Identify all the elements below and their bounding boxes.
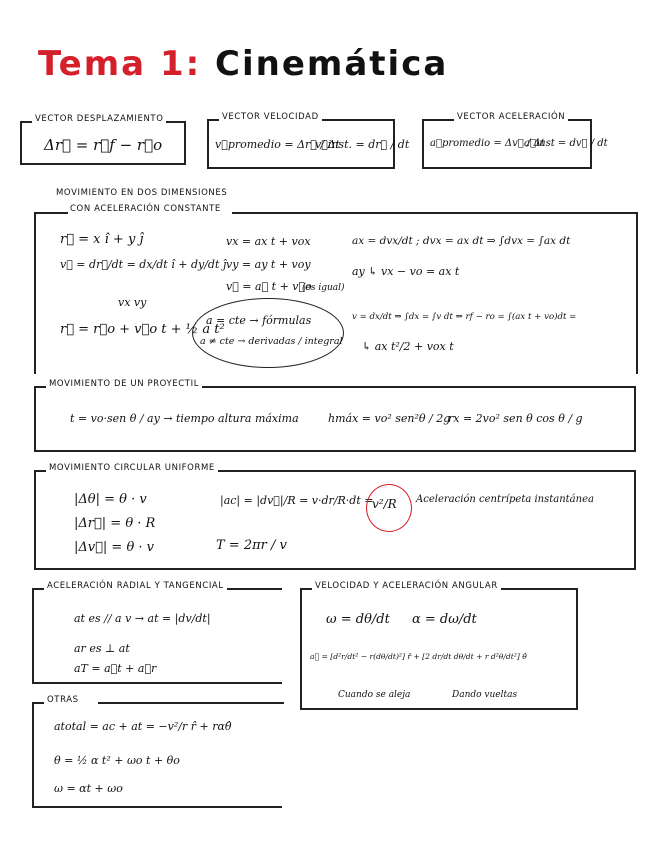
dos-dim-oval2: a ≠ cte → derivadas / integral	[200, 336, 343, 347]
circular-label: MOVIMIENTO CIRCULAR UNIFORME	[46, 463, 218, 473]
proyectil-t: t = vo·sen θ / ay → tiempo altura máxima	[70, 412, 299, 425]
dos-dim-top-line-left	[34, 212, 68, 214]
aceleracion-label: VECTOR ACELERACIÓN	[454, 112, 568, 122]
dos-dim-oval1: a = cte → fórmulas	[206, 314, 312, 327]
radial-l1: at es // a v → at = |dv/dt|	[74, 612, 211, 625]
dos-dim-r4: ↳ ax t²/2 + vox t	[362, 340, 454, 353]
box-angular	[300, 581, 578, 710]
radial-label: ACELERACIÓN RADIAL Y TANGENCIAL	[44, 581, 227, 591]
box-radial	[32, 581, 282, 684]
circular-centripeta: Aceleración centrípeta instantánea	[416, 494, 594, 505]
otras-l3: ω = αt + ωo	[54, 782, 123, 795]
dos-dim-l3: vx vy	[118, 296, 147, 309]
fórmulas-oval	[192, 298, 344, 368]
dos-dim-r2: ay ↳ vx − vo = ax t	[352, 265, 460, 278]
circular-c1: |Δθ| = θ · v	[74, 492, 147, 507]
proyectil-h: hmáx = vo² sen²θ / 2g	[328, 412, 451, 425]
angular-alpha: α = dω/dt	[412, 612, 477, 627]
box-otras	[32, 695, 282, 808]
angular-cuando: Cuando se aleja	[338, 690, 411, 700]
aceleracion-inst: a⃗inst = dv⃗ / dt	[524, 138, 608, 149]
box-desplazamiento	[20, 114, 186, 165]
otras-l1: atotal = ac + at = −v²/r r̂ + rαθ̂	[54, 720, 232, 733]
otras-top-line-right	[98, 702, 284, 704]
otras-label: OTRAS	[44, 695, 82, 705]
dos-dim-l2: v⃗ = dr⃗/dt = dx/dt î + dy/dt ĵ	[60, 258, 227, 271]
proyectil-rx: rx = 2vo² sen θ cos θ / g	[448, 412, 583, 425]
page-title	[38, 44, 448, 84]
circular-T: T = 2πr / v	[216, 538, 287, 553]
box-aceleracion	[422, 112, 608, 169]
otras-top-line	[32, 702, 44, 704]
box-circular	[34, 463, 636, 570]
angular-dando: Dando vueltas	[452, 690, 518, 700]
dos-dim-l1: r⃗ = x î + y ĵ	[60, 232, 144, 247]
otras-l2: θ = ½ α t² + ωo t + θo	[54, 754, 180, 767]
circular-c2: |Δr⃗| = θ · R	[74, 516, 156, 531]
title-part2: Cinemática	[215, 44, 449, 84]
angular-a: a⃗ = [d²r/dt² − r(dθ/dt)²] r̂ + [2 dr/dt dθ/dt + r d²θ/dt²] θ̂	[310, 652, 527, 661]
velocidad-label: VECTOR VELOCIDAD	[219, 112, 322, 122]
desplazamiento-label: VECTOR DESPLAZAMIENTO	[32, 114, 166, 124]
dos-dim-top-line-right	[232, 212, 638, 214]
dos-dim-head1: MOVIMIENTO EN DOS DIMENSIONES	[56, 188, 228, 198]
angular-label: VELOCIDAD Y ACELERACIÓN ANGULAR	[312, 581, 501, 591]
circular-c3: |Δv⃗| = θ · v	[74, 540, 155, 555]
dos-dim-r3: v = dx/dt ⇒ ∫dx = ∫v dt ⇒ rf − ro = ∫(ax t + vo)dt =	[352, 312, 577, 322]
dos-dim-igual: (es igual)	[302, 283, 345, 293]
box-proyectil	[34, 379, 636, 452]
circular-frac: v²/R	[372, 497, 397, 511]
title-part1: Tema 1:	[38, 44, 202, 84]
dos-dim-m1: vx = ax t + vox	[226, 235, 311, 248]
dos-dim-l4: r⃗ = r⃗o + v⃗o t + ½ a t²	[60, 322, 225, 337]
proyectil-label: MOVIMIENTO DE UN PROYECTIL	[46, 379, 202, 389]
radial-l3: aT = a⃗t + a⃗r	[74, 662, 157, 675]
dos-dim-right-line	[636, 212, 638, 374]
dos-dim-m2: vy = ay t + voy	[226, 258, 311, 271]
angular-w: ω = dθ/dt	[326, 612, 390, 627]
desplazamiento-formula: Δr⃗ = r⃗f − r⃗o	[44, 136, 163, 154]
dos-dim-head2: CON ACELERACIÓN CONSTANTE	[70, 204, 221, 214]
velocidad-promedio: v⃗promedio = Δr⃗ / Δt	[215, 138, 340, 151]
circular-ac: |ac| = |dv⃗|/R = v·dr/R·dt =	[220, 494, 374, 507]
aceleracion-promedio: a⃗promedio = Δv⃗ / Δt	[430, 138, 545, 149]
velocidad-inst: v⃗inst. = dr⃗ / dt	[315, 138, 410, 151]
dos-dim-m3: v⃗ = a⃗ t + v⃗o	[226, 280, 312, 293]
box-velocidad	[207, 112, 410, 169]
dos-dim-left-line	[34, 212, 36, 374]
radial-l2: ar es ⊥ at	[74, 642, 130, 655]
dos-dim-r1: ax = dvx/dt ; dvx = ax dt ⇒ ∫dvx = ∫ax dt	[352, 235, 571, 247]
